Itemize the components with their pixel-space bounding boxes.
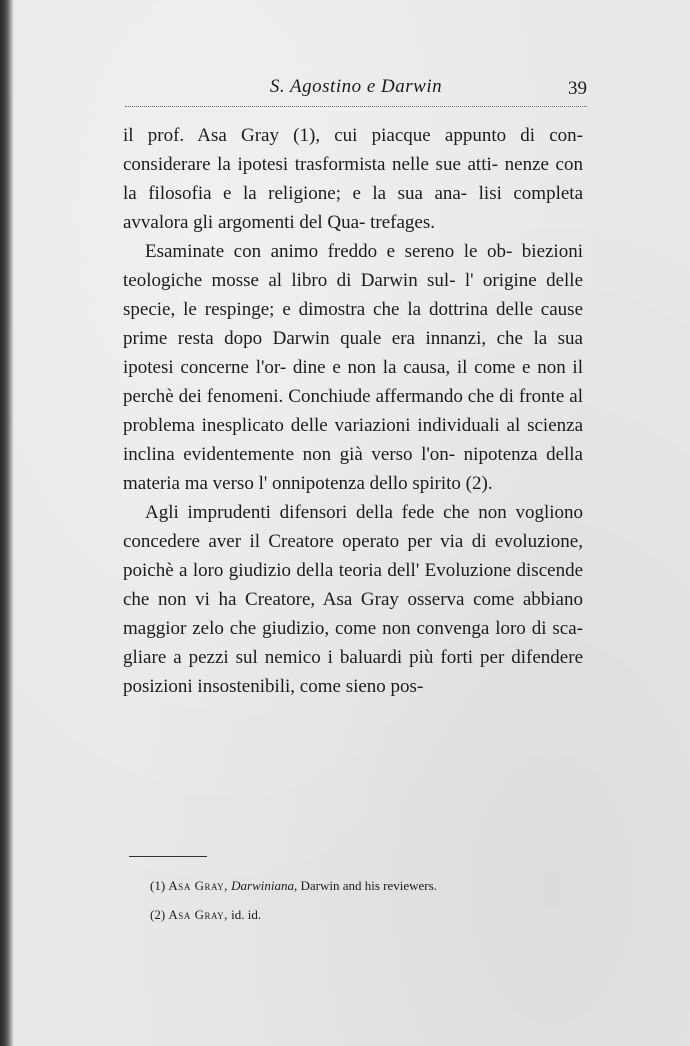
page-number: 39 xyxy=(568,78,587,99)
paragraph-1: il prof. Asa Gray (1), cui piacque appunto di con- considerare la ipotesi trasformista nelle sue atti- nenze con la filosofia e la religione; e la sua ana- lisi completa avvalora gli argomenti del Qua- trefages. xyxy=(123,125,583,233)
footnote-rule xyxy=(129,856,207,857)
footnote-2-marker: (2) xyxy=(150,907,166,922)
running-head-title: S. Agostino e Darwin xyxy=(269,76,443,97)
footnote-1-marker: (1) xyxy=(150,878,166,893)
footnotes xyxy=(150,871,590,929)
body-text xyxy=(123,121,583,701)
paragraph-3: Agli imprudenti difensori della fede che non vogliono concedere aver il Creatore operato per via di evoluzione, poichè a loro giudizio della teoria dell' Evoluzione discende che non vi ha Creatore, Asa Gray osserva come abbiano maggior zelo che giudizio, come non convenga loro di sca- gliare a pezzi sul nemico i baluardi più forti per difendere posizioni insostenibili, come sieno pos- xyxy=(123,502,583,697)
footnote-1 xyxy=(150,871,590,900)
footnote-1-rest: Darwin and his reviewers. xyxy=(300,878,437,893)
footnote-1-author: Asa Gray, xyxy=(168,878,228,893)
footnote-1-work: Darwiniana, xyxy=(231,878,298,893)
book-spine-shadow xyxy=(0,0,14,1046)
running-head xyxy=(125,74,587,104)
footnote-2-rest: id. id. xyxy=(231,907,262,922)
footnote-2 xyxy=(150,900,590,929)
paragraph-2: Esaminate con animo freddo e sereno le ob- biezioni teologiche mosse al libro di Darwin sul- l' origine delle specie, le respinge; e dimostra che la dottrina delle cause prime resta dopo Darwin quale era innanzi, che la sua ipotesi concerne l'or- dine e non la causa, il come e non il perchè dei fenomeni. Conchiude affermando che di fronte al problema inesplicato delle variazioni individuali al scienza inclina evidentemente non già verso l'on- nipotenza della materia ma verso l' onnipotenza dello spirito (2). xyxy=(123,241,583,494)
footnote-2-author: Asa Gray, xyxy=(168,907,228,922)
header-dotted-rule xyxy=(125,106,587,107)
